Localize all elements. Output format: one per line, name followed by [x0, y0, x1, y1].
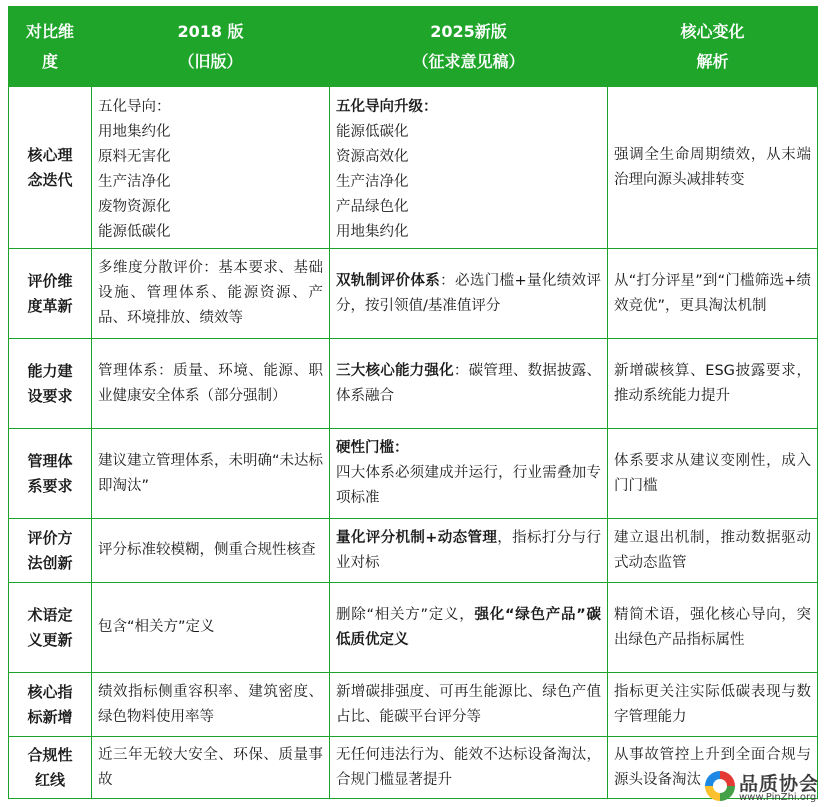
old-cell: 多维度分散评价：基本要求、基础设施、管理体系、能源资源、产品、环境排放、绩效等	[92, 249, 330, 339]
table-row	[9, 519, 818, 583]
old-cell: 管理体系：质量、环境、能源、职业健康安全体系（部分强制）	[92, 339, 330, 429]
old-cell: 绩效指标侧重容积率、建筑密度、绿色物料使用率等	[92, 673, 330, 737]
watermark-url: www.PinZhi.org	[739, 792, 817, 803]
comparison-table	[8, 6, 818, 799]
change-cell: 指标更关注实际低碳表现与数字管理能力	[608, 673, 818, 737]
table-row	[9, 583, 818, 673]
change-cell: 体系要求从建议变刚性，成入门门槛	[608, 429, 818, 519]
watermark	[705, 769, 821, 805]
new-cell: 双轨制评价体系：必选门槛+量化绩效评分，按引领值/基准值评分	[330, 249, 608, 339]
new-cell: 五化导向升级： 能源低碳化 资源高效化 生产洁净化 产品绿色化 用地集约化	[330, 87, 608, 249]
change-cell: 强调全生命周期绩效，从末端治理向源头减排转变	[608, 87, 818, 249]
header-2018: 2018 版 （旧版）	[92, 7, 330, 87]
header-change: 核心变化 解析	[608, 7, 818, 87]
dimension-cell: 评价方 法创新	[9, 519, 92, 583]
new-cell: 新增碳排强度、可再生能源比、绿色产值占比、能碳平台评分等	[330, 673, 608, 737]
table-row	[9, 429, 818, 519]
dimension-cell: 管理体 系要求	[9, 429, 92, 519]
table-row	[9, 737, 818, 799]
new-cell: 量化评分机制+动态管理，指标打分与行业对标	[330, 519, 608, 583]
dimension-cell: 能力建 设要求	[9, 339, 92, 429]
dimension-cell: 合规性 红线	[9, 737, 92, 799]
dimension-cell: 术语定 义更新	[9, 583, 92, 673]
new-cell: 删除“相关方”定义，强化“绿色产品”碳低质优定义	[330, 583, 608, 673]
pinzhi-logo-icon	[705, 771, 735, 801]
new-cell: 硬性门槛： 四大体系必须建成并运行，行业需叠加专项标准	[330, 429, 608, 519]
old-cell: 包含“相关方”定义	[92, 583, 330, 673]
dimension-cell: 评价维 度革新	[9, 249, 92, 339]
change-cell: 新增碳核算、ESG披露要求，推动系统能力提升	[608, 339, 818, 429]
change-cell: 从事故管控上升到全面合规与源头设备淘汰	[608, 737, 818, 799]
change-cell: 建立退出机制，推动数据驱动式动态监管	[608, 519, 818, 583]
header-row	[9, 7, 818, 87]
change-cell: 从“打分评星”到“门槛筛选+绩效竞优”，更具淘汰机制	[608, 249, 818, 339]
dimension-cell: 核心理 念迭代	[9, 87, 92, 249]
header-2025: 2025新版 （征求意见稿）	[330, 7, 608, 87]
old-cell: 五化导向： 用地集约化 原料无害化 生产洁净化 废物资源化 能源低碳化	[92, 87, 330, 249]
old-cell: 建议建立管理体系，未明确“未达标即淘汰”	[92, 429, 330, 519]
new-cell: 无任何违法行为、能效不达标设备淘汰，合规门槛显著提升	[330, 737, 608, 799]
change-cell: 精简术语，强化核心导向，突出绿色产品指标属性	[608, 583, 818, 673]
old-cell: 评分标准较模糊，侧重合规性核查	[92, 519, 330, 583]
watermark-name: 品质协会	[739, 773, 820, 795]
header-dimension: 对比维 度	[9, 7, 92, 87]
table-row	[9, 249, 818, 339]
new-cell: 三大核心能力强化：碳管理、数据披露、体系融合	[330, 339, 608, 429]
dimension-cell: 核心指 标新增	[9, 673, 92, 737]
table-row	[9, 87, 818, 249]
table-row	[9, 673, 818, 737]
old-cell: 近三年无较大安全、环保、质量事故	[92, 737, 330, 799]
table-row	[9, 339, 818, 429]
